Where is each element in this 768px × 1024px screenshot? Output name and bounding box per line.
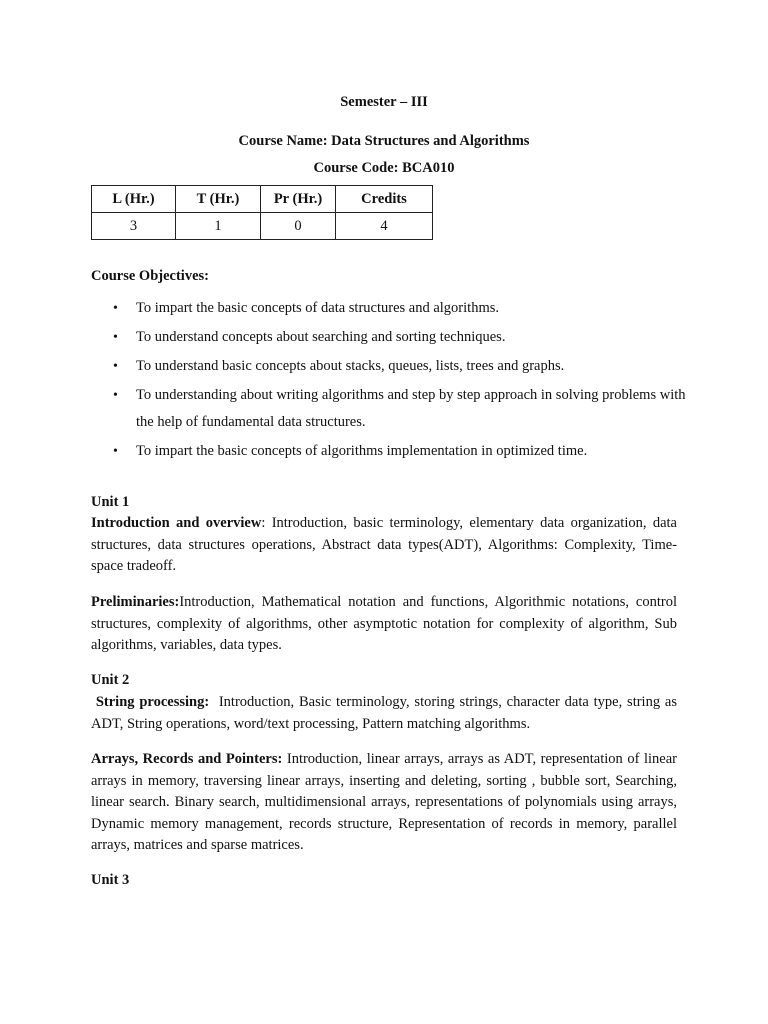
credits-table-value-row bbox=[92, 213, 433, 240]
credits-table-header-row bbox=[92, 186, 433, 213]
objectives-list bbox=[91, 295, 691, 467]
value-practical-hours: 0 bbox=[261, 213, 336, 240]
arrays-text: Introduction, linear arrays, arrays as ADT, representation of linear arrays in memory, traversing linear arrays, inserting and deleting, sorting , bubble sort, Searching, linear search. Binary search, multidimensional arrays, representations of polynomials using arrays, Dynamic memory management, records structure, Representation of records in memory, parallel arrays, matrices and sparse matrices. bbox=[91, 751, 677, 853]
objective-text: To understanding about writing algorithms and step by step approach in solving problems with the help of fundamental data structures. bbox=[136, 387, 686, 430]
string-processing-text: Introduction, Basic terminology, storing strings, character data type, string as ADT, String operations, word/text processing, Pattern matching algorithms. bbox=[91, 694, 680, 732]
value-credits: 4 bbox=[336, 213, 433, 240]
arrays-title: Arrays, Records and Pointers: bbox=[91, 751, 283, 767]
unit-1-preliminaries bbox=[91, 592, 677, 657]
unit-1-introduction bbox=[91, 513, 677, 578]
semester-title: Semester – III bbox=[340, 94, 428, 110]
string-processing-title: String processing: bbox=[91, 694, 210, 710]
introduction-text: : Introduction, basic terminology, elementary data organization, data structures, data structures operations, Abstract data types(ADT), Algorithms: Complexity, Time-space tradeoff. bbox=[91, 515, 677, 574]
list-item bbox=[91, 295, 691, 322]
bullet-icon: • bbox=[113, 359, 118, 374]
objective-text: To understand basic concepts about stacks, queues, lists, trees and graphs. bbox=[136, 358, 565, 374]
bullet-icon: • bbox=[113, 444, 118, 459]
list-item bbox=[91, 382, 691, 436]
header-credits: Credits bbox=[336, 186, 433, 213]
bullet-icon: • bbox=[113, 301, 118, 316]
list-item bbox=[91, 438, 691, 465]
bullet-icon: • bbox=[113, 330, 118, 345]
objective-text: To impart the basic concepts of data structures and algorithms. bbox=[136, 300, 499, 316]
header-practical-hours: Pr (Hr.) bbox=[261, 186, 336, 213]
objective-text: To understand concepts about searching and sorting techniques. bbox=[136, 329, 506, 345]
credits-table bbox=[91, 185, 433, 240]
course-name: Course Name: Data Structures and Algorithms bbox=[238, 133, 530, 149]
unit-2-arrays-records-pointers bbox=[91, 749, 677, 857]
introduction-title: Introduction and overview bbox=[91, 515, 262, 531]
unit-1-heading: Unit 1 bbox=[91, 494, 130, 510]
header-lecture-hours: L (Hr.) bbox=[92, 186, 176, 213]
value-tutorial-hours: 1 bbox=[176, 213, 261, 240]
list-item bbox=[91, 353, 691, 380]
course-code: Course Code: BCA010 bbox=[313, 160, 455, 176]
unit-2-heading: Unit 2 bbox=[91, 672, 130, 688]
bullet-icon: • bbox=[113, 388, 118, 403]
unit-2-string-processing bbox=[91, 692, 680, 735]
objectives-heading: Course Objectives: bbox=[91, 268, 209, 284]
unit-3-heading: Unit 3 bbox=[91, 872, 130, 888]
header-tutorial-hours: T (Hr.) bbox=[176, 186, 261, 213]
objective-text: To impart the basic concepts of algorithms implementation in optimized time. bbox=[136, 443, 588, 459]
value-lecture-hours: 3 bbox=[92, 213, 176, 240]
preliminaries-text: Introduction, Mathematical notation and functions, Algorithmic notations, control structures, complexity of algorithms, other asymptotic notation for complexity of algorithm, Sub algorithms, variables, data types. bbox=[91, 594, 677, 653]
list-item bbox=[91, 324, 691, 351]
preliminaries-title: Preliminaries: bbox=[91, 594, 180, 610]
